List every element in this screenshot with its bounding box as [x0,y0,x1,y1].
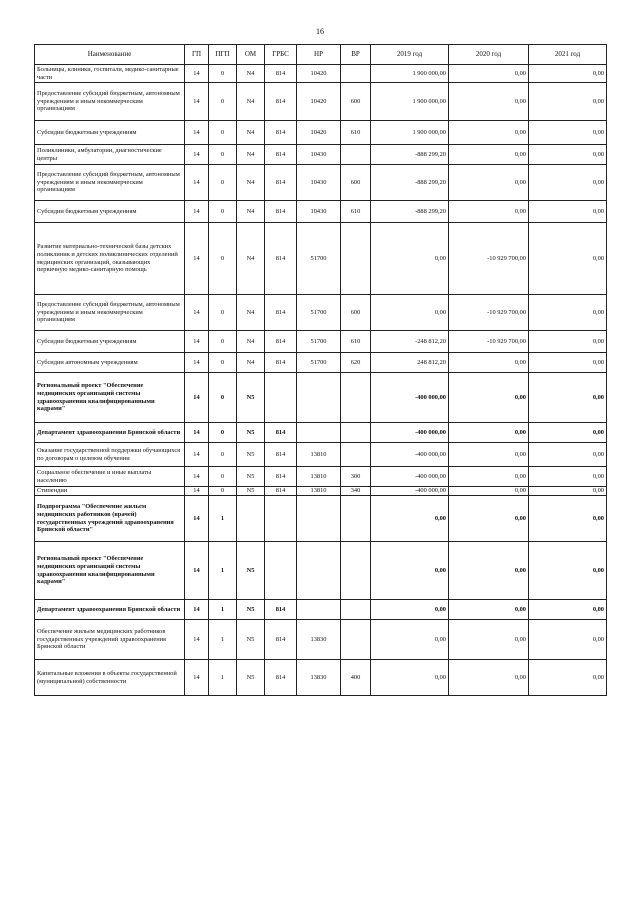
cell-grbs: 814 [265,65,297,83]
header-2020: 2020 год [449,45,529,65]
cell-grbs: 814 [265,223,297,295]
cell-pgp: 0 [209,295,237,331]
cell-y2019: -400 000,00 [371,423,449,443]
cell-nr [297,423,341,443]
cell-y2020: 0,00 [449,121,529,145]
cell-name: Субсидии бюджетным учреждениям [35,331,185,353]
cell-om: N4 [237,331,265,353]
cell-y2021: 0,00 [529,660,607,696]
cell-y2021: 0,00 [529,121,607,145]
cell-name: Больницы, клиники, госпитали, медико-санитарные части [35,65,185,83]
cell-grbs: 814 [265,145,297,165]
cell-y2019: 0,00 [371,223,449,295]
cell-om: N4 [237,353,265,373]
cell-gp: 14 [185,165,209,201]
cell-y2020: 0,00 [449,165,529,201]
cell-y2021: 0,00 [529,145,607,165]
cell-nr: 13810 [297,487,341,496]
cell-y2020: 0,00 [449,373,529,423]
table-row [35,660,607,696]
cell-pgp: 0 [209,83,237,121]
cell-om: N4 [237,121,265,145]
cell-grbs: 814 [265,467,297,487]
cell-vr: 600 [341,165,371,201]
cell-nr: 51700 [297,353,341,373]
table-row [35,600,607,620]
cell-y2021: 0,00 [529,331,607,353]
cell-om: N4 [237,295,265,331]
cell-y2019: -400 000,00 [371,373,449,423]
cell-nr: 10420 [297,121,341,145]
cell-nr: 10430 [297,165,341,201]
cell-y2021: 0,00 [529,353,607,373]
cell-y2021: 0,00 [529,373,607,423]
cell-y2019: -888 299,20 [371,145,449,165]
cell-y2021: 0,00 [529,487,607,496]
cell-y2019: 1 900 000,00 [371,83,449,121]
cell-nr: 10420 [297,83,341,121]
cell-vr [341,145,371,165]
cell-y2019: 1 900 000,00 [371,121,449,145]
cell-grbs: 814 [265,165,297,201]
cell-y2020: 0,00 [449,487,529,496]
cell-grbs: 814 [265,487,297,496]
cell-gp: 14 [185,295,209,331]
cell-pgp: 1 [209,496,237,542]
cell-gp: 14 [185,121,209,145]
cell-grbs: 814 [265,295,297,331]
cell-vr [341,223,371,295]
cell-vr: 610 [341,121,371,145]
cell-pgp: 0 [209,423,237,443]
cell-y2021: 0,00 [529,467,607,487]
cell-y2021: 0,00 [529,620,607,660]
cell-pgp: 0 [209,201,237,223]
cell-gp: 14 [185,660,209,696]
cell-y2020: 0,00 [449,620,529,660]
table-row [35,121,607,145]
cell-om: N4 [237,65,265,83]
cell-pgp: 0 [209,121,237,145]
cell-pgp: 0 [209,65,237,83]
table-row [35,353,607,373]
cell-name: Предоставление субсидий бюджетным, автономным учреждениям и иным некоммерческим организациям [35,83,185,121]
cell-pgp: 0 [209,145,237,165]
cell-y2020: 0,00 [449,145,529,165]
cell-y2019: 0,00 [371,620,449,660]
cell-om: N5 [237,373,265,423]
budget-table [34,44,607,696]
cell-y2020: 0,00 [449,423,529,443]
cell-y2021: 0,00 [529,65,607,83]
cell-y2020: -10 929 700,00 [449,223,529,295]
cell-om: N5 [237,487,265,496]
cell-gp: 14 [185,496,209,542]
header-2019: 2019 год [371,45,449,65]
table-row [35,373,607,423]
cell-nr [297,600,341,620]
cell-gp: 14 [185,620,209,660]
cell-nr: 51700 [297,331,341,353]
table-row [35,223,607,295]
table-row [35,65,607,83]
cell-name: Субсидии бюджетным учреждениям [35,121,185,145]
cell-om: N4 [237,145,265,165]
cell-y2020: 0,00 [449,201,529,223]
cell-om: N5 [237,600,265,620]
cell-y2020: 0,00 [449,467,529,487]
cell-gp: 14 [185,373,209,423]
cell-name: Обеспечение жильем медицинских работников государственных учреждений здравоохранения Брянской области [35,620,185,660]
table-header-row [35,45,607,65]
cell-y2019: -400 000,00 [371,443,449,467]
cell-nr: 13830 [297,620,341,660]
table-row [35,83,607,121]
cell-om: N5 [237,443,265,467]
cell-y2020: 0,00 [449,600,529,620]
table-row [35,487,607,496]
cell-gp: 14 [185,443,209,467]
cell-pgp: 1 [209,600,237,620]
cell-pgp: 0 [209,467,237,487]
cell-grbs: 814 [265,620,297,660]
cell-gp: 14 [185,83,209,121]
cell-nr: 13830 [297,660,341,696]
cell-vr [341,373,371,423]
cell-gp: 14 [185,467,209,487]
cell-vr: 610 [341,201,371,223]
cell-name: Поликлиники, амбулатории, диагностические центры [35,145,185,165]
cell-name: Предоставление субсидий бюджетным, автономным учреждениям и иным некоммерческим организациям [35,295,185,331]
cell-vr: 400 [341,660,371,696]
header-vr: ВР [341,45,371,65]
cell-om: N5 [237,542,265,600]
header-2021: 2021 год [529,45,607,65]
cell-grbs [265,542,297,600]
cell-y2021: 0,00 [529,223,607,295]
cell-vr [341,423,371,443]
table-row [35,201,607,223]
cell-nr: 10430 [297,201,341,223]
cell-pgp: 0 [209,353,237,373]
cell-y2019: 0,00 [371,496,449,542]
cell-y2019: -888 299,20 [371,165,449,201]
cell-grbs: 814 [265,201,297,223]
cell-gp: 14 [185,331,209,353]
cell-gp: 14 [185,423,209,443]
cell-pgp: 1 [209,620,237,660]
cell-y2019: 0,00 [371,660,449,696]
table-row [35,165,607,201]
cell-y2021: 0,00 [529,295,607,331]
cell-y2021: 0,00 [529,443,607,467]
cell-nr: 13810 [297,443,341,467]
cell-y2019: 0,00 [371,295,449,331]
cell-nr [297,542,341,600]
cell-grbs: 814 [265,331,297,353]
cell-y2021: 0,00 [529,201,607,223]
cell-om: N4 [237,201,265,223]
cell-y2020: 0,00 [449,542,529,600]
cell-pgp: 0 [209,165,237,201]
table-row [35,295,607,331]
table-row [35,467,607,487]
cell-name: Подпрограмма "Обеспечение жильем медицинских работников (врачей) государственных учреждений здравоохранения Брянской области" [35,496,185,542]
cell-name: Субсидии автономным учреждениям [35,353,185,373]
cell-pgp: 0 [209,223,237,295]
table-row [35,145,607,165]
cell-grbs: 814 [265,423,297,443]
cell-gp: 14 [185,542,209,600]
cell-y2020: 0,00 [449,65,529,83]
cell-y2019: -248 812,20 [371,331,449,353]
cell-pgp: 1 [209,542,237,600]
cell-y2019: 0,00 [371,542,449,600]
cell-om: N5 [237,620,265,660]
cell-name: Стипендии [35,487,185,496]
cell-vr [341,542,371,600]
cell-grbs: 814 [265,660,297,696]
header-om: ОМ [237,45,265,65]
cell-y2021: 0,00 [529,83,607,121]
cell-y2021: 0,00 [529,542,607,600]
header-name: Наименование [35,45,185,65]
cell-y2021: 0,00 [529,165,607,201]
table-row [35,496,607,542]
cell-gp: 14 [185,65,209,83]
cell-vr: 610 [341,331,371,353]
cell-name: Региональный проект "Обеспечение медицинских организаций системы здравоохранения квалифицированными кадрами" [35,373,185,423]
header-nr: НР [297,45,341,65]
cell-name: Социальное обеспечение и иные выплаты населению [35,467,185,487]
cell-y2020: 0,00 [449,496,529,542]
cell-nr: 10420 [297,65,341,83]
cell-vr [341,443,371,467]
cell-grbs [265,373,297,423]
cell-grbs: 814 [265,353,297,373]
cell-y2020: -10 929 700,00 [449,295,529,331]
cell-om: N5 [237,660,265,696]
cell-vr: 600 [341,295,371,331]
cell-name: Предоставление субсидий бюджетным, автономным учреждениям и иным некоммерческим организациям [35,165,185,201]
cell-y2021: 0,00 [529,423,607,443]
cell-om: N5 [237,467,265,487]
cell-vr [341,620,371,660]
cell-nr [297,373,341,423]
cell-gp: 14 [185,353,209,373]
cell-pgp: 0 [209,487,237,496]
cell-pgp: 0 [209,373,237,423]
cell-pgp: 0 [209,331,237,353]
header-pgp: ПГП [209,45,237,65]
cell-vr [341,496,371,542]
table-body [35,65,607,696]
cell-grbs: 814 [265,600,297,620]
cell-y2020: -10 929 700,00 [449,331,529,353]
cell-y2021: 0,00 [529,600,607,620]
cell-vr: 620 [341,353,371,373]
cell-nr [297,496,341,542]
cell-grbs: 814 [265,443,297,467]
cell-nr: 51700 [297,223,341,295]
cell-grbs: 814 [265,83,297,121]
cell-y2019: -400 000,00 [371,467,449,487]
header-gp: ГП [185,45,209,65]
table-row [35,331,607,353]
cell-gp: 14 [185,487,209,496]
cell-om: N4 [237,223,265,295]
header-grbs: ГРБС [265,45,297,65]
page-number: 16 [316,27,324,36]
table-row [35,443,607,467]
cell-vr [341,600,371,620]
cell-name: Департамент здравоохранения Брянской области [35,423,185,443]
cell-om: N5 [237,423,265,443]
cell-y2019: 1 900 000,00 [371,65,449,83]
cell-pgp: 0 [209,443,237,467]
cell-y2019: 0,00 [371,600,449,620]
table-row [35,620,607,660]
table-row [35,423,607,443]
cell-pgp: 1 [209,660,237,696]
cell-grbs: 814 [265,121,297,145]
cell-gp: 14 [185,201,209,223]
cell-y2019: 248 812,20 [371,353,449,373]
cell-name: Департамент здравоохранения Брянской области [35,600,185,620]
cell-nr: 51700 [297,295,341,331]
cell-name: Капитальные вложения в объекты государственной (муниципальной) собственности [35,660,185,696]
cell-y2019: -888 299,20 [371,201,449,223]
cell-gp: 14 [185,145,209,165]
cell-om [237,496,265,542]
cell-nr: 10430 [297,145,341,165]
cell-vr: 600 [341,83,371,121]
cell-grbs [265,496,297,542]
cell-name: Развитие материально-технической базы детских поликлиник и детских поликлинических отделений медицинских организаций, оказывающих первичную медико-санитарную помощь [35,223,185,295]
cell-vr: 340 [341,487,371,496]
cell-y2019: -400 000,00 [371,487,449,496]
table-row [35,542,607,600]
cell-nr: 13810 [297,467,341,487]
cell-y2020: 0,00 [449,353,529,373]
cell-y2020: 0,00 [449,83,529,121]
cell-y2020: 0,00 [449,443,529,467]
cell-vr [341,65,371,83]
cell-om: N4 [237,165,265,201]
cell-y2020: 0,00 [449,660,529,696]
cell-y2021: 0,00 [529,496,607,542]
cell-name: Оказание государственной поддержки обучающихся по договорам о целевом обучении [35,443,185,467]
cell-vr: 300 [341,467,371,487]
cell-name: Региональный проект "Обеспечение медицинских организаций системы здравоохранения квалифицированными кадрами" [35,542,185,600]
cell-gp: 14 [185,223,209,295]
cell-om: N4 [237,83,265,121]
cell-gp: 14 [185,600,209,620]
cell-name: Субсидии бюджетным учреждениям [35,201,185,223]
